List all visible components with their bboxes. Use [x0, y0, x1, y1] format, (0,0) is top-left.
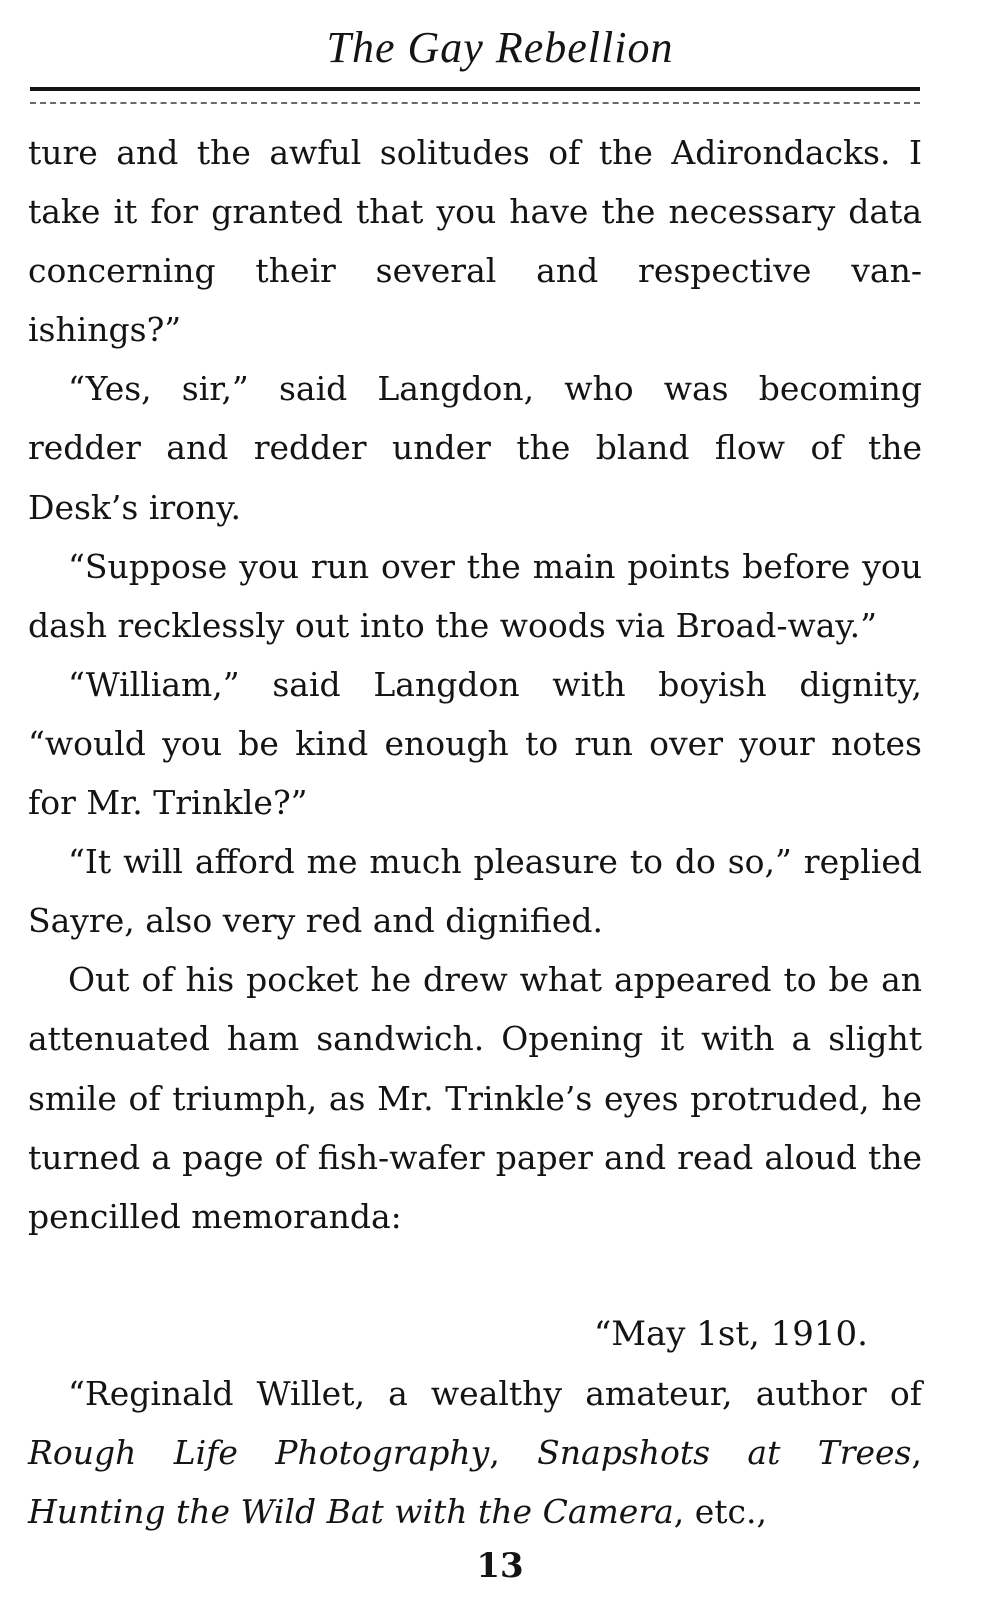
- header-rule-thin: [30, 102, 920, 104]
- paragraph: “William,” said Langdon with boyish dignity, “would you be kind enough to run over your notes for Mr. Trinkle?”: [28, 664, 922, 823]
- memo-lead-text: “Reginald Willet, a wealthy amateur, author of: [68, 1373, 922, 1413]
- header-rule-thick: [30, 87, 920, 91]
- book-title: Snapshots at Trees: [537, 1432, 912, 1472]
- book-title: Rough Life Photography: [28, 1432, 490, 1472]
- body-text: [28, 123, 922, 1541]
- memo-paragraph: [28, 1364, 922, 1541]
- page-number: 13: [476, 1546, 524, 1586]
- paragraph: ture and the awful solitudes of the Adirondacks. I take it for granted that you have the necessary data concerning their several and respective van-ishings?”: [28, 133, 922, 350]
- paragraph: Out of his pocket he drew what appeared to be an attenuated ham sandwich. Opening it with a slight smile of triumph, as Mr. Trinkle’s eyes protruded, he turned a page of fish-wafer paper and read aloud the pencilled memoranda:: [28, 960, 922, 1236]
- paragraph: “Suppose you run over the main points before you dash recklessly out into the woods via Broad-way.”: [28, 546, 922, 645]
- running-head: The Gay Rebellion: [326, 23, 674, 72]
- paragraph: “Yes, sir,” said Langdon, who was becoming redder and redder under the bland flow of the Desk’s irony.: [28, 369, 922, 527]
- memo-tail-text: , etc.,: [673, 1492, 768, 1532]
- separator: ,: [911, 1432, 922, 1472]
- memo-dateline: “May 1st, 1910.: [593, 1313, 868, 1354]
- book-title: Hunting the Wild Bat with the Camera: [28, 1492, 674, 1532]
- separator: ,: [489, 1432, 538, 1472]
- paragraph: “It will afford me much pleasure to do so,” replied Sayre, also very red and dignified.: [28, 842, 922, 941]
